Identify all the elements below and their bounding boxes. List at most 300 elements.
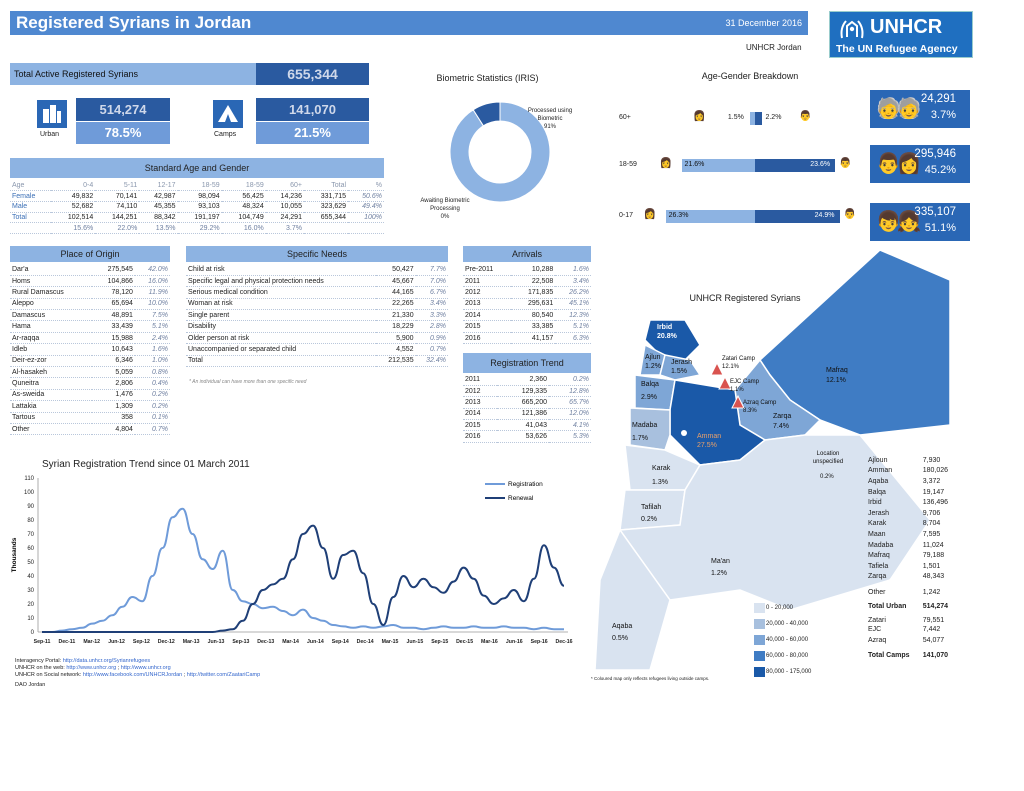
cell: Hama <box>10 321 92 332</box>
y-tick-label: 20 <box>27 602 34 608</box>
table-row <box>866 529 956 540</box>
map-label-tafilah <box>641 502 661 526</box>
table-row <box>463 431 591 442</box>
adults-icon: 👨👩 <box>876 153 918 175</box>
cell: 7.0% <box>416 275 448 286</box>
cell: 0.9% <box>416 332 448 343</box>
map-label-karak <box>652 462 670 490</box>
cell: 4,804 <box>92 423 135 434</box>
table-row <box>463 385 591 396</box>
camp-name: Zatari Camp <box>722 356 756 362</box>
origin-title: Place of Origin <box>10 246 170 262</box>
cell: 3.3% <box>416 310 448 321</box>
table-row <box>186 344 448 355</box>
cell: 2013 <box>463 298 511 309</box>
cell: 1,501 <box>922 562 941 570</box>
cell: 0.2% <box>549 374 591 385</box>
capital-marker-icon <box>681 430 687 436</box>
region-name: Ma'an <box>711 558 730 565</box>
cell: 295,631 <box>511 298 555 309</box>
cell: 2015 <box>463 420 497 431</box>
legend-label: 80,000 - 175,000 <box>766 669 812 675</box>
table-row <box>10 191 384 202</box>
label-text: Processed using Biometric <box>527 108 573 122</box>
cell: 4.1% <box>549 420 591 431</box>
region-name: Jerash <box>671 359 693 366</box>
table-row <box>10 412 170 423</box>
footer-line-1 <box>15 658 150 664</box>
table-row <box>866 476 956 487</box>
table-row <box>10 355 170 366</box>
camps-label: Camps <box>214 131 237 138</box>
cell: 74,110 <box>95 201 139 212</box>
cell: 12.0% <box>549 408 591 419</box>
map-label-amman <box>697 432 721 450</box>
table-row <box>866 487 956 498</box>
table-row <box>10 332 170 343</box>
cell: Homs <box>10 275 92 286</box>
table-row <box>463 321 591 332</box>
cell: 7,442 <box>922 625 941 633</box>
cell: 45.1% <box>555 298 591 309</box>
cell: EJC <box>868 625 882 633</box>
region-name: Amman <box>697 433 722 440</box>
cell: 0.1% <box>135 412 170 423</box>
cell: 18,229 <box>376 321 416 332</box>
cell: Al-hasakeh <box>10 367 92 378</box>
cell: Maan <box>868 530 886 538</box>
y-tick-label: 40 <box>27 574 34 580</box>
x-tick-label: Dec-13 <box>257 639 275 645</box>
table-row <box>10 275 170 286</box>
cell: Madaba <box>868 541 894 549</box>
portal-link[interactable]: http://data.unhcr.org/Syrianrefugees <box>62 658 151 664</box>
male-pct: 2.2% <box>765 114 782 121</box>
cell: 7.7% <box>416 264 448 275</box>
cell: 53,626 <box>497 431 549 442</box>
map-label-aqaba <box>612 621 632 645</box>
region-name: Zarqa <box>773 413 792 420</box>
cell: 2014 <box>463 408 497 419</box>
biometric-title: Biometric Statistics (IRIS) <box>436 73 539 83</box>
cell: 80,540 <box>511 310 555 321</box>
legend-swatch <box>754 619 765 629</box>
table-row <box>186 287 448 298</box>
table-row <box>10 321 170 332</box>
table-row <box>10 223 384 234</box>
cell: 7.5% <box>135 310 170 321</box>
table-row <box>463 298 591 309</box>
table-row <box>463 310 591 321</box>
x-tick-label: Sep-16 <box>530 639 548 645</box>
cell: 22.0% <box>95 223 139 234</box>
female-icon: 👩 <box>643 209 657 220</box>
x-tick-label: Jun-12 <box>108 639 125 645</box>
female-pct: 21.6% <box>684 161 705 168</box>
table-row <box>866 519 956 530</box>
region-name: Tafilah <box>641 504 662 511</box>
cell: 104,866 <box>92 275 135 286</box>
needs-note: * An individual can have more than one specific need <box>189 379 307 385</box>
cell: 1,309 <box>92 401 135 412</box>
stat-pct: 3.7% <box>930 109 956 121</box>
region-pct: 1.2% <box>645 363 661 370</box>
cell: 2011 <box>463 275 511 286</box>
x-tick-label: Mar-13 <box>182 639 200 645</box>
elderly-icon: 🧓🧓 <box>876 98 918 120</box>
cell: Quneitra <box>10 378 92 389</box>
camps-icon <box>213 100 243 128</box>
table-row <box>866 508 956 519</box>
unhcr-emblem-icon <box>838 16 866 42</box>
cell: Azraq <box>868 636 887 644</box>
footer-line-4: DAO Jordan <box>15 682 46 688</box>
cell: 33,439 <box>92 321 135 332</box>
cell: 79,551 <box>922 617 945 625</box>
cell: 48,891 <box>92 310 135 321</box>
cell: 48,324 <box>222 201 266 212</box>
x-tick-label: Dec-11 <box>58 639 76 645</box>
age-group-label: 18-59 <box>619 161 637 168</box>
x-tick-label: Mar-15 <box>381 639 399 645</box>
cell: 2012 <box>463 287 511 298</box>
cell: 102,514 <box>51 212 95 223</box>
table-row <box>186 298 448 309</box>
footer-label: UNHCR on the web: <box>15 665 65 671</box>
cell: 32.4% <box>416 355 448 366</box>
cell: As-sweida <box>10 389 92 400</box>
cell: Damascus <box>10 310 92 321</box>
reg-trend-title: Registration Trend <box>463 353 591 373</box>
region-pct: 7.4% <box>773 423 789 430</box>
cell: 100% <box>348 212 384 223</box>
camps-value: 141,070 <box>256 98 369 121</box>
table-row <box>10 423 170 434</box>
region-name: Karak <box>652 465 671 472</box>
cell: 2015 <box>463 321 511 332</box>
cell: 24,291 <box>266 212 304 223</box>
cell: 2014 <box>463 310 511 321</box>
cell: 16.0% <box>222 223 266 234</box>
legend-label: 40,000 - 60,000 <box>766 637 809 643</box>
cell: 2.8% <box>416 321 448 332</box>
table-row <box>866 497 956 508</box>
cell: 88,342 <box>139 212 177 223</box>
cell: 52,682 <box>51 201 95 212</box>
map-footnote: * Coloured map only reflects refugees living outside camps. <box>591 676 710 681</box>
cell: 45,667 <box>376 275 416 286</box>
cell: 665,200 <box>497 397 549 408</box>
table-row <box>10 367 170 378</box>
region-pct: 1.2% <box>711 570 727 577</box>
male-icon: 👨 <box>799 111 812 122</box>
cell: Jerash <box>868 509 890 517</box>
cell: 323,629 <box>304 201 348 212</box>
cell: 42.0% <box>135 264 170 275</box>
cell: 2016 <box>463 431 497 442</box>
cell: 141,070 <box>922 652 949 660</box>
y-tick-label: 90 <box>27 504 34 510</box>
table-row <box>866 582 956 596</box>
male-bar <box>755 112 762 125</box>
table-row <box>866 572 956 583</box>
camp-pct: 1.1% <box>730 387 744 393</box>
legend-swatch <box>754 667 765 677</box>
cell: 49.4% <box>348 201 384 212</box>
table-row <box>866 455 956 466</box>
total-label: Total Active Registered Syrians <box>14 69 139 79</box>
cell: 2016 <box>463 332 511 343</box>
table-row <box>186 275 448 286</box>
x-tick-label: Jun-13 <box>207 639 225 645</box>
facebook-link[interactable]: http://www.facebook.com/UNHCRJordan <box>82 672 183 678</box>
table-row <box>186 310 448 321</box>
cell: 29.2% <box>178 223 222 234</box>
cell: 56,425 <box>222 191 266 202</box>
cell: 7,595 <box>922 530 941 538</box>
cell: 3.7% <box>266 223 304 234</box>
cell: 4,552 <box>376 344 416 355</box>
region-pct: 1.7% <box>632 435 648 442</box>
unhcr-logo <box>829 11 973 58</box>
cell: 78,120 <box>92 287 135 298</box>
cell: 50.6% <box>348 191 384 202</box>
cell: 144,251 <box>95 212 139 223</box>
cell: 41,043 <box>497 420 549 431</box>
needs-table <box>186 264 448 367</box>
male-icon: 👨 <box>843 209 857 220</box>
table-row <box>866 610 956 624</box>
cell: 1.6% <box>135 344 170 355</box>
table-row <box>186 321 448 332</box>
cell: 0.2% <box>135 401 170 412</box>
map-label-balqa <box>641 378 659 404</box>
stat-value: 24,291 <box>920 93 956 105</box>
cell: Serious medical condition <box>186 287 376 298</box>
map-label-irbid <box>657 323 677 341</box>
stat-value: 335,107 <box>914 206 956 218</box>
cell: 331,715 <box>304 191 348 202</box>
logo-name: UNHCR <box>870 16 943 38</box>
cell: 2,806 <box>92 378 135 389</box>
y-tick-label: 110 <box>24 476 34 482</box>
table-row <box>866 466 956 477</box>
y-tick-label: 70 <box>27 532 34 538</box>
cell: 6.7% <box>416 287 448 298</box>
org-unit: UNHCR Jordan <box>746 43 802 52</box>
stat-children <box>870 203 970 241</box>
y-tick-label: 10 <box>27 616 34 622</box>
cell: 70,141 <box>95 191 139 202</box>
cell: 0.7% <box>135 423 170 434</box>
footer-label: Interagency Portal: <box>15 658 62 664</box>
camp-name: Azraq Camp <box>743 400 777 406</box>
camp-name: EJC Camp <box>730 379 760 385</box>
cell: 10.0% <box>135 298 170 309</box>
cell: 54,077 <box>922 636 945 644</box>
region-name: Ajlun <box>645 354 661 361</box>
table-header: Total <box>304 180 348 191</box>
table-header: % <box>348 180 384 191</box>
total-value: 655,344 <box>256 63 369 85</box>
region-counts-table <box>866 455 956 659</box>
cell: 10,288 <box>511 264 555 275</box>
x-tick-label: Sep-12 <box>132 639 150 645</box>
cell: 358 <box>92 412 135 423</box>
x-tick-label: Dec-15 <box>456 639 474 645</box>
cell: 12.8% <box>549 385 591 396</box>
x-tick-label: Mar-16 <box>481 639 498 645</box>
cell: 93,103 <box>178 201 222 212</box>
cell: Tartous <box>10 412 92 423</box>
cell: Dar'a <box>10 264 92 275</box>
region-pct: 0.5% <box>612 635 628 642</box>
region-pct: 2.9% <box>641 394 657 401</box>
map-label-ajlun <box>645 353 661 371</box>
cell <box>10 223 51 234</box>
legend-label: 0 - 20,000 <box>766 605 794 611</box>
cell: Deir-ez-zor <box>10 355 92 366</box>
x-tick-label: Sep-11 <box>33 639 51 645</box>
table-row <box>186 355 448 366</box>
cell: 2011 <box>463 374 497 385</box>
table-row <box>463 397 591 408</box>
cell: Zatari <box>868 617 886 625</box>
cell: 22,508 <box>511 275 555 286</box>
cell: 48,343 <box>922 573 945 581</box>
table-row <box>10 401 170 412</box>
cell: 26.2% <box>555 287 591 298</box>
cell: Amman <box>868 467 893 475</box>
age-breakdown-title: Age-Gender Breakdown <box>701 71 799 81</box>
chart-title: Syrian Registration Trend since 01 March 2011 <box>42 459 250 470</box>
map-label-zarqa <box>773 412 791 432</box>
urban-value: 514,274 <box>76 98 170 121</box>
table-row <box>10 264 170 275</box>
female-icon: 👩 <box>693 111 706 122</box>
table-row <box>463 264 591 275</box>
cell: Aqaba <box>868 477 889 485</box>
region-name: Mafraq <box>826 367 848 374</box>
legend-label: Registration <box>508 481 543 488</box>
biometric-awaiting-label <box>410 197 480 221</box>
twitter-link[interactable]: http://twitter.com/ZaatariCamp <box>186 672 261 678</box>
cell: 129,335 <box>497 385 549 396</box>
x-tick-label: Jun-16 <box>505 639 523 645</box>
logo-tagline: The UN Refugee Agency <box>836 43 958 55</box>
cell: Aleppo <box>10 298 92 309</box>
female-pct: 26.3% <box>668 212 689 219</box>
camp-pct: 12.1% <box>722 364 740 370</box>
x-tick-label: Jun-15 <box>406 639 424 645</box>
region-pct: 0.2% <box>641 516 657 523</box>
legend-swatch <box>754 651 765 661</box>
table-header: 5-11 <box>95 180 139 191</box>
table-row <box>463 420 591 431</box>
legend-swatch <box>754 635 765 645</box>
cell: 9,706 <box>922 509 941 517</box>
cell: 10,055 <box>266 201 304 212</box>
stat-pct: 51.1% <box>924 222 956 234</box>
cell: Specific legal and physical protection needs <box>186 275 376 286</box>
male-pct: 23.6% <box>810 161 831 168</box>
y-tick-label: 50 <box>27 560 34 566</box>
row-label: Male <box>10 201 51 212</box>
cell: 5.1% <box>135 321 170 332</box>
cell: 1.0% <box>135 355 170 366</box>
row-label: Female <box>10 191 51 202</box>
region-name: Balqa <box>641 381 659 388</box>
table-row <box>866 635 956 646</box>
reg-trend-table <box>463 374 591 443</box>
age-gender-table <box>10 180 384 234</box>
cell: 2.4% <box>135 332 170 343</box>
y-tick-label: 0 <box>30 630 34 636</box>
cell: 42,987 <box>139 191 177 202</box>
map-label-mafraq <box>826 366 848 386</box>
children-icon: 👦👧 <box>876 211 918 233</box>
table-row <box>463 332 591 343</box>
y-tick-label: 80 <box>27 518 34 524</box>
map-label-maan <box>711 556 730 580</box>
region-pct: 27.5% <box>697 442 717 449</box>
cell: Idleb <box>10 344 92 355</box>
footer-line-3: UNHCR on Social network: http://www.facebook.com/UNHCRJordan ; http://twitter.com/ZaatariCamp <box>15 672 261 678</box>
cell: 3,372 <box>922 477 941 485</box>
cell: 2,360 <box>497 374 549 385</box>
table-header: 60+ <box>266 180 304 191</box>
cell: Lattakia <box>10 401 92 412</box>
y-tick-label: 30 <box>27 588 34 594</box>
cell: 275,545 <box>92 264 135 275</box>
x-tick-label: Jun-14 <box>307 639 324 645</box>
x-tick-label: Dec-14 <box>356 639 374 645</box>
x-tick-label: Sep-14 <box>331 639 349 645</box>
total-label-bar <box>10 63 256 85</box>
urban-pct: 78.5% <box>76 122 170 144</box>
x-tick-label: Dec-12 <box>157 639 175 645</box>
web-link[interactable]: http://www.unhcr.org <box>120 665 171 671</box>
cell: Child at risk <box>186 264 376 275</box>
table-row <box>866 624 956 635</box>
needs-title: Specific Needs <box>186 246 448 262</box>
cell: 180,026 <box>922 467 949 475</box>
cell: 22,265 <box>376 298 416 309</box>
registration-trend-chart <box>10 472 592 654</box>
cell: 65.7% <box>549 397 591 408</box>
cell: Older person at risk <box>186 332 376 343</box>
cell: Single parent <box>186 310 376 321</box>
legend-label: Renewal <box>508 495 534 502</box>
map-title: UNHCR Registered Syrians <box>689 293 801 303</box>
table-row <box>866 550 956 561</box>
web-link[interactable]: http://www.unhcr.org <box>66 665 117 671</box>
table-row <box>10 389 170 400</box>
table-row <box>186 332 448 343</box>
cell: 0.2% <box>135 389 170 400</box>
table-row <box>186 264 448 275</box>
cell: Tafiela <box>868 562 889 570</box>
camps-pct: 21.5% <box>256 122 369 144</box>
cell: 2013 <box>463 397 497 408</box>
urban-label: Urban <box>40 131 60 138</box>
cell: 15,988 <box>92 332 135 343</box>
region-pct: 12.1% <box>826 377 846 384</box>
cell: Total Camps <box>868 652 910 660</box>
cell: 0.8% <box>135 367 170 378</box>
x-tick-label: Dec-16 <box>555 639 573 645</box>
cell: 5,059 <box>92 367 135 378</box>
